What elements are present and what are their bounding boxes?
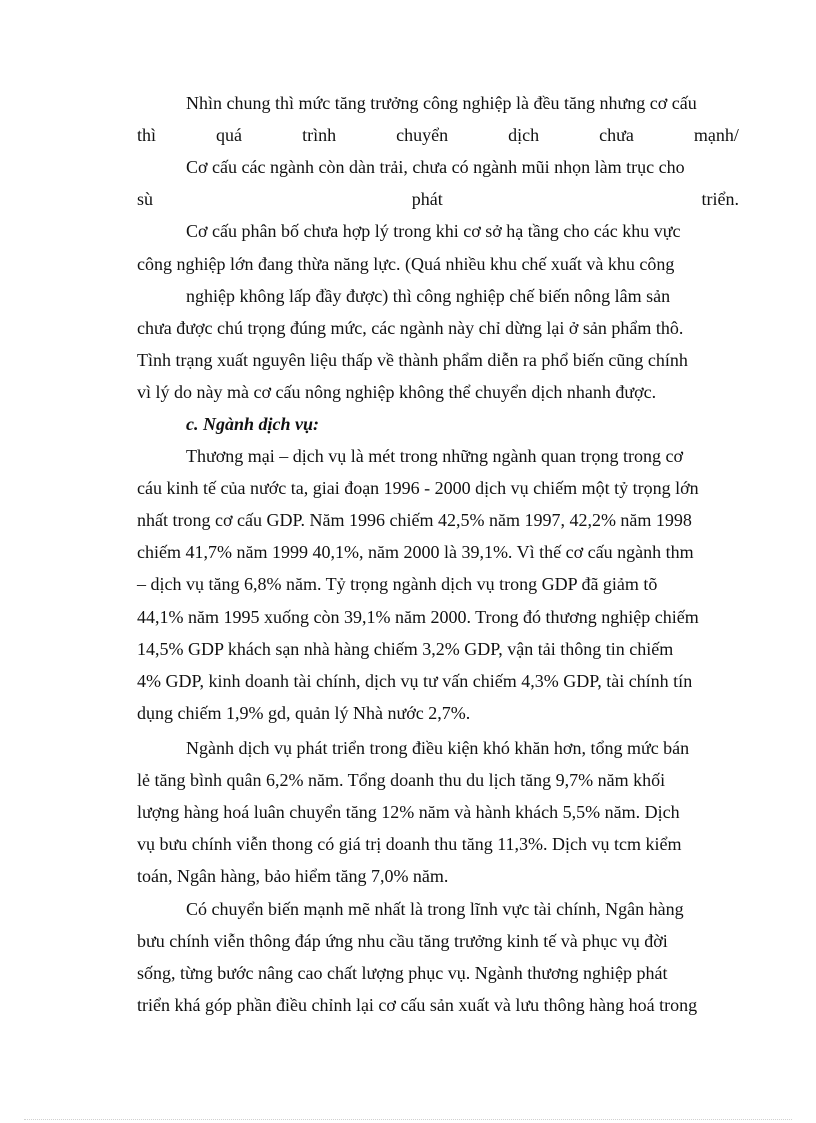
word: phát [411,189,443,209]
text-line: toán, Ngân hàng, bảo hiểm tăng 7,0% năm. [137,866,449,886]
text-line: nhất trong cơ cấu GDP. Năm 1996 chiếm 42,5% năm 1997, 42,2% năm 1998 [137,510,692,530]
text-line: vì lý do này mà cơ cấu nông nghiệp không thể chuyển dịch nhanh được. [137,382,657,402]
page-bottom-divider [24,1119,792,1120]
text-line: Cơ cấu phân bố chưa hợp lý trong khi cơ sở hạ tầng cho các khu vực [186,221,681,241]
word: chưa [599,125,634,145]
text-line: sống, từng bước nâng cao chất lượng phục vụ. Ngành thương nghiệp phát [137,963,668,983]
word: sù [137,189,154,209]
word: quá [216,125,243,145]
text-line: 44,1% năm 1995 xuống còn 39,1% năm 2000. Trong đó thương nghiệp chiếm [137,607,699,627]
text-line: lượng hàng hoá luân chuyển tăng 12% năm và hành khách 5,5% năm. Dịch [137,802,680,822]
word: thì [137,125,157,145]
word: trình [302,125,337,145]
text-line: vụ bưu chính viễn thong có giá trị doanh thu tăng 11,3%. Dịch vụ tcm kiểm [137,834,682,854]
text-line: nghiệp không lấp đầy được) thì công nghiệp chế biến nông lâm sản [186,286,671,306]
word: mạnh/ [693,125,739,145]
word: triển. [701,189,739,209]
section-heading: c. Ngành dịch vụ: [186,414,320,434]
text-line: Cơ cấu các ngành còn dàn trải, chưa có ngành mũi nhọn làm trục cho [186,157,685,177]
text-line-justified [137,124,739,146]
text-line: Thương mại – dịch vụ là mét trong những ngành quan trọng trong cơ [186,446,683,466]
text-line: công nghiệp lớn đang thừa năng lực. (Quá nhiều khu chế xuất và khu công [137,254,675,274]
text-line: 14,5% GDP khách sạn nhà hàng chiếm 3,2% GDP, vận tải thông tin chiếm [137,639,674,659]
text-line: 4% GDP, kinh doanh tài chính, dịch vụ tư vấn chiếm 4,3% GDP, tài chính tín [137,671,693,691]
text-line: chưa được chú trọng đúng mức, các ngành này chỉ dừng lại ở sản phẩm thô. [137,318,684,338]
text-line: Nhìn chung thì mức tăng trưởng công nghiệp là đều tăng nhưng cơ cấu [186,93,697,113]
text-line: bưu chính viễn thông đáp ứng nhu cầu tăng trưởng kinh tế và phục vụ đời [137,931,668,951]
word: dịch [508,125,540,145]
text-line: Tình trạng xuất nguyên liệu thấp về thành phẩm diễn ra phổ biến cũng chính [137,350,688,370]
text-line: cáu kinh tế của nước ta, giai đoạn 1996 - 2000 dịch vụ chiếm một tỷ trọng lớn [137,478,699,498]
text-line: triển khá góp phần điều chỉnh lại cơ cấu sản xuất và lưu thông hàng hoá trong [137,995,698,1015]
text-line: chiếm 41,7% năm 1999 40,1%, năm 2000 là 39,1%. Vì thế cơ cấu ngành thm [137,542,694,562]
text-line: – dịch vụ tăng 6,8% năm. Tỷ trọng ngành dịch vụ trong GDP đã giảm tõ [137,574,658,594]
text-line: lẻ tăng bình quân 6,2% năm. Tổng doanh thu du lịch tăng 9,7% năm khối [137,770,666,790]
text-line: Ngành dịch vụ phát triển trong điều kiện khó khăn hơn, tổng mức bán [186,738,690,758]
text-line: Có chuyển biến mạnh mẽ nhất là trong lĩnh vực tài chính, Ngân hàng [186,899,684,919]
word: chuyển [396,125,449,145]
text-line-justified [137,188,739,210]
text-line: dụng chiếm 1,9% gd, quản lý Nhà nước 2,7%. [137,703,471,723]
